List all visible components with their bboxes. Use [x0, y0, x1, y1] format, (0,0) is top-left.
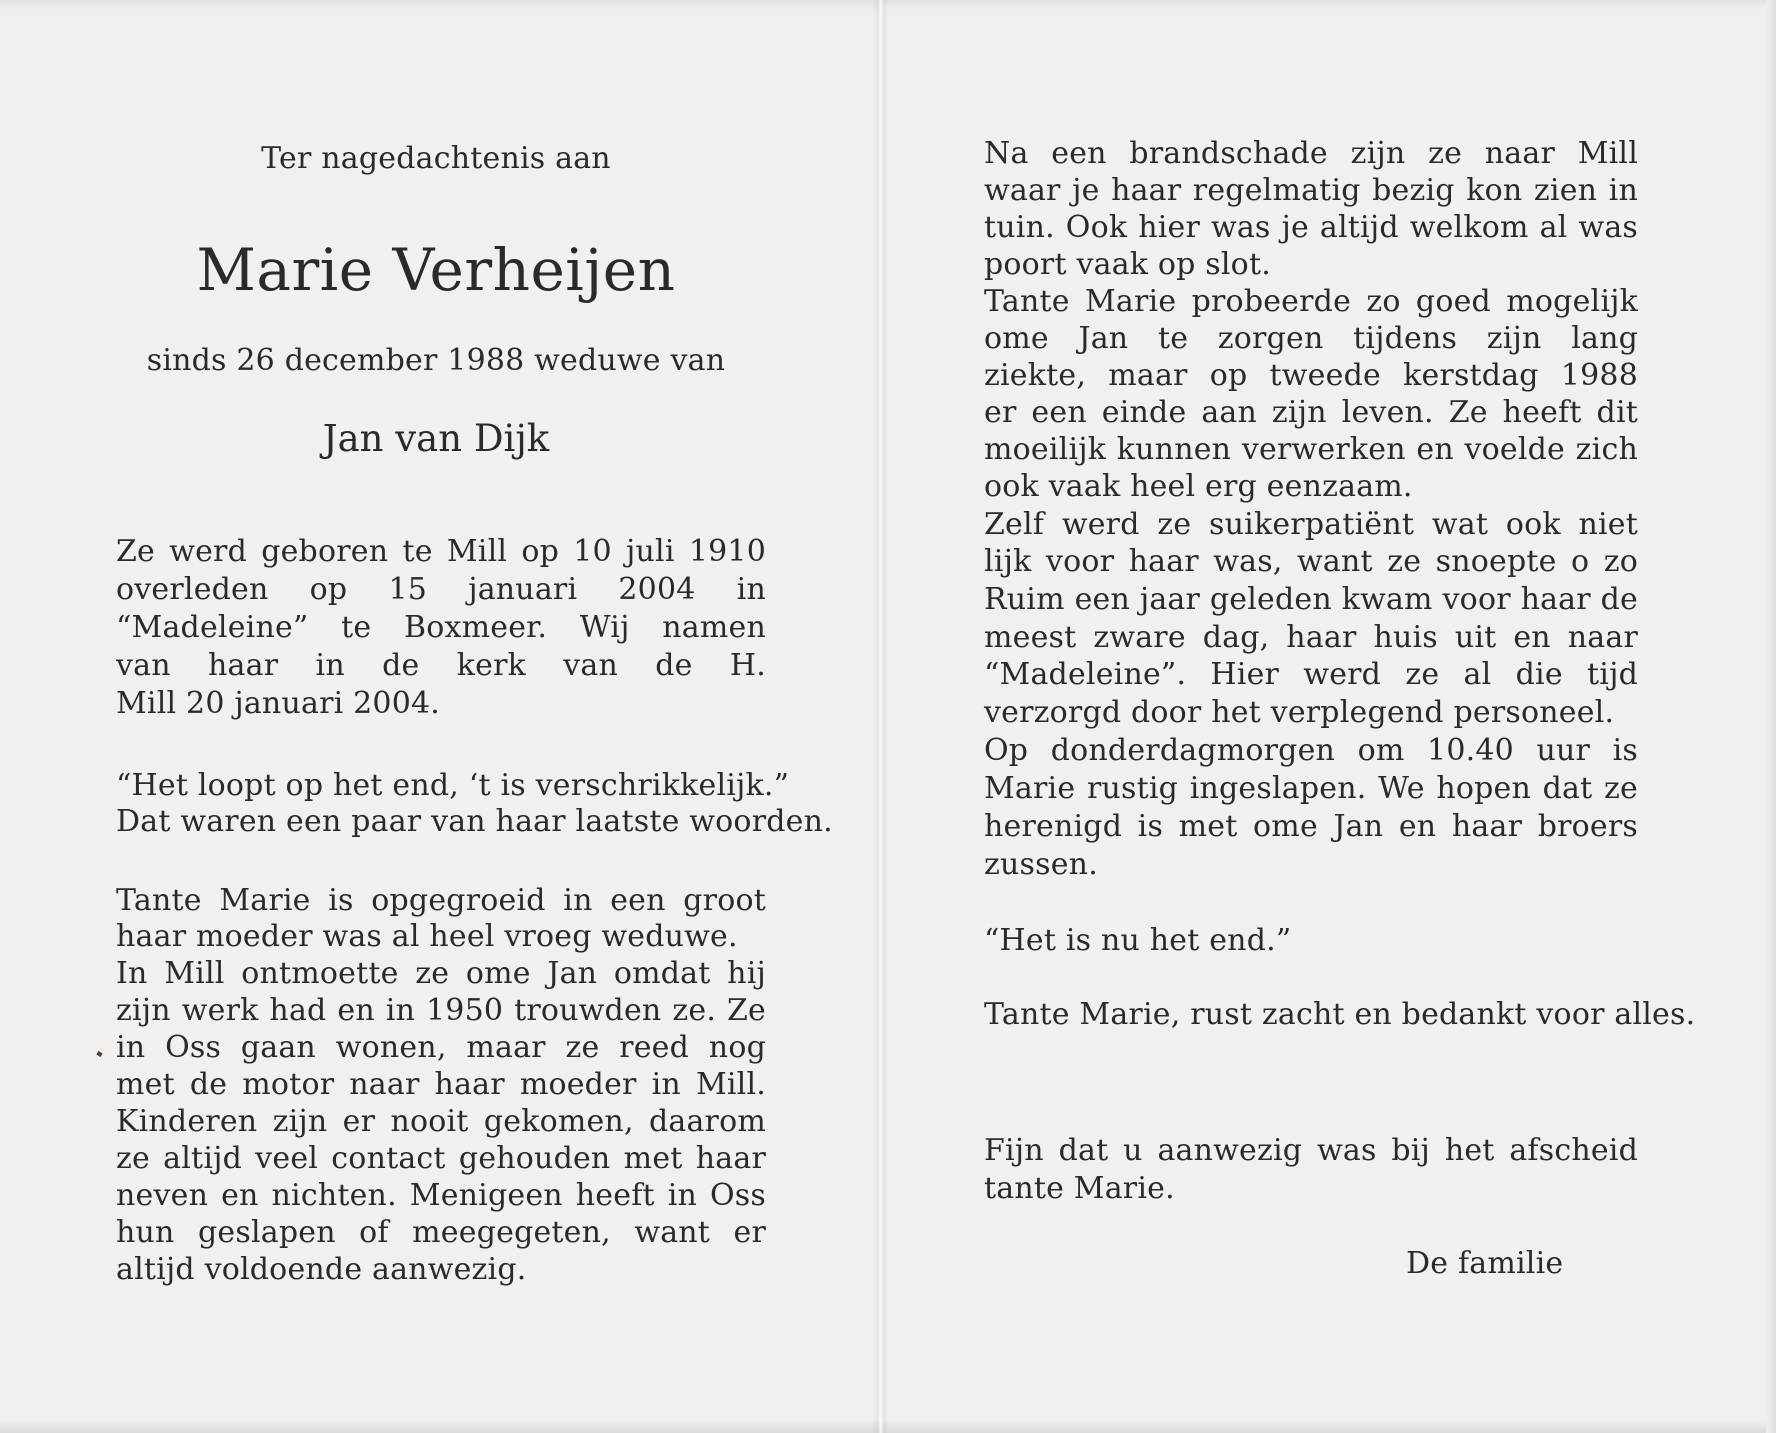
- text-line: ze altijd veel contact gehouden met haar: [116, 1141, 766, 1176]
- text-line: poort vaak op slot.: [984, 247, 1271, 282]
- text-line: ook vaak heel erg eenzaam.: [984, 469, 1413, 504]
- left-page: [0, 0, 872, 1433]
- text-line: er een einde aan zijn leven. Ze heeft dit: [984, 395, 1638, 430]
- text-line: ziekte, maar op tweede kerstdag 1988: [984, 358, 1638, 393]
- text-line: “Madeleine” te Boxmeer. Wij namen: [116, 610, 766, 645]
- text-line: zijn werk had en in 1950 trouwden ze. Ze: [116, 993, 766, 1028]
- text-line: haar moeder was al heel vroeg weduwe.: [116, 919, 738, 954]
- text-line: moeilijk kunnen verwerken en voelde zich: [984, 432, 1638, 467]
- right-page: [888, 0, 1776, 1433]
- text-line: Tante Marie is opgegroeid in een groot: [116, 883, 766, 918]
- text-line: hun geslapen of meegegeten, want er: [116, 1215, 766, 1250]
- spouse-name: Jan van Dijk: [322, 417, 550, 460]
- text-line: Ze werd geboren te Mill op 10 juli 1910: [116, 534, 766, 569]
- text-line: verzorgd door het verplegend personeel.: [984, 695, 1615, 730]
- text-line: Dat waren een paar van haar laatste woorden.: [116, 804, 833, 839]
- final-quote: “Het is nu het end.”: [984, 923, 1292, 958]
- text-line: Fijn dat u aanwezig was bij het afscheid: [984, 1133, 1638, 1168]
- text-line: ome Jan te zorgen tijdens zijn lang: [984, 321, 1638, 356]
- text-line: tante Marie.: [984, 1171, 1175, 1206]
- text-line: altijd voldoende aanwezig.: [116, 1252, 527, 1287]
- text-line: tuin. Ook hier was je altijd welkom al was: [984, 210, 1638, 245]
- text-line: “Madeleine”. Hier werd ze al die tijd: [984, 657, 1638, 692]
- text-line: Ruim een jaar geleden kwam voor haar de: [984, 582, 1638, 617]
- farewell-line: Tante Marie, rust zacht en bedankt voor alles.: [984, 997, 1696, 1032]
- text-line: meest zware dag, haar huis uit en naar: [984, 620, 1638, 655]
- text-line: neven en nichten. Menigeen heeft in Oss: [116, 1178, 766, 1213]
- deceased-name: Marie Verheijen: [196, 236, 676, 304]
- widow-line: sinds 26 december 1988 weduwe van: [146, 343, 726, 378]
- text-line: Kinderen zijn er nooit gekomen, daarom: [116, 1104, 766, 1139]
- text-line: Zelf werd ze suikerpatiënt wat ook niet: [984, 507, 1638, 542]
- ink-speck: [96, 1051, 102, 1057]
- text-line: Na een brandschade zijn ze naar Mill: [984, 136, 1638, 171]
- text-line: in Oss gaan wonen, maar ze reed nog: [116, 1030, 766, 1065]
- text-line: zussen.: [984, 847, 1098, 882]
- header-text: Ter nagedachtenis aan: [261, 141, 611, 176]
- card-fold-crease: [872, 0, 888, 1433]
- text-line: overleden op 15 januari 2004 in: [116, 572, 766, 607]
- text-line: van haar in de kerk van de H.: [116, 648, 766, 683]
- text-line: In Mill ontmoette ze ome Jan omdat hij: [116, 956, 766, 991]
- text-line: waar je haar regelmatig bezig kon zien in: [984, 173, 1638, 208]
- text-line: lijk voor haar was, want ze snoepte o zo: [984, 544, 1638, 579]
- text-line: met de motor naar haar moeder in Mill.: [116, 1067, 766, 1102]
- text-line: Op donderdagmorgen om 10.40 uur is: [984, 733, 1638, 768]
- text-line: “Het loopt op het end, ‘t is verschrikkelijk.”: [116, 768, 790, 803]
- text-line: Marie rustig ingeslapen. We hopen dat ze: [984, 771, 1638, 806]
- text-line: Tante Marie probeerde zo goed mogelijk: [984, 284, 1638, 319]
- text-line: Mill 20 januari 2004.: [116, 686, 441, 721]
- signature: De familie: [1406, 1246, 1564, 1281]
- text-line: herenigd is met ome Jan en haar broers: [984, 809, 1638, 844]
